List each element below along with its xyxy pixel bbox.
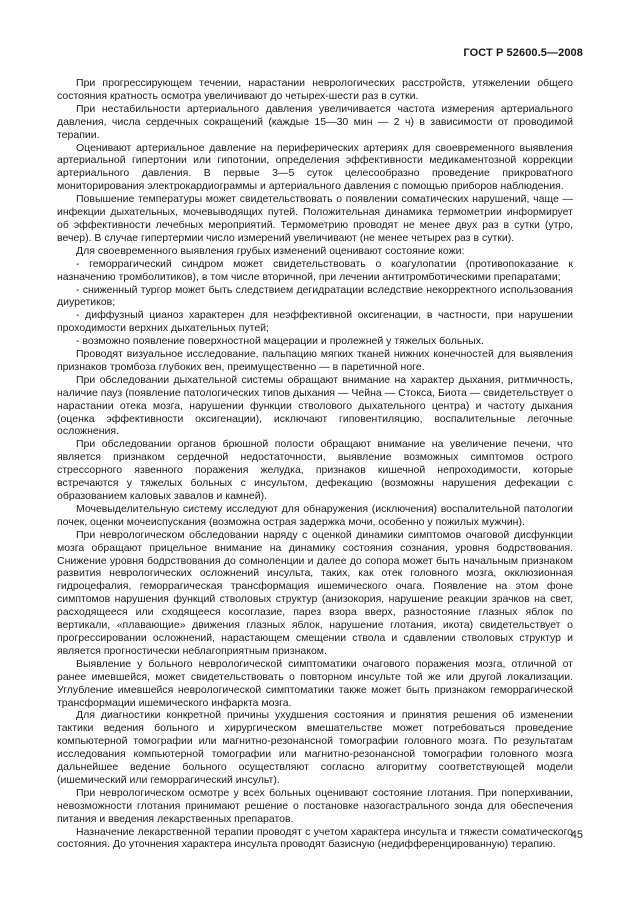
- page-number: 45: [570, 829, 583, 841]
- paragraph: Оценивают артериальное давление на периферических артериях для своевременного выявления артериальной гипертонии или гипотонии, определения эффективности медикаментозной коррекции артериального давления. В первые 3—5 суток целесообразно проведение прикроватного мониторирования электрокардиограммы и артериального давления с помощью приборов наблюдения.: [57, 141, 573, 193]
- paragraph: При прогрессирующем течении, нарастании неврологических расстройств, утяжелении общего состояния кратность осмотра увеличивают до четырех-шести раз в сутки.: [57, 77, 573, 102]
- paragraph: Назначение лекарственной терапии проводят с учетом характера инсульта и тяжести соматического состояния. До уточнения характера инсульта проводят базисную (недифференцированную) терапию.: [57, 825, 573, 851]
- list-item: - сниженный тургор может быть следствием дегидратации вследствие некорректного использования диуретиков;: [57, 283, 573, 309]
- standard-header: ГОСТ Р 52600.5—2008: [463, 47, 583, 59]
- paragraph: При нестабильности артериального давления увеличивается частота измерения артериального давления, числа сердечных сокращений (каждые 15—30 мин — 2 ч) в зависимости от проводимой терапии.: [57, 102, 573, 141]
- paragraph: Для своевременного выявления грубых изменений оценивают состояние кожи:: [76, 244, 465, 257]
- list-item: - геморрагический синдром может свидетельствовать о коагулопатии (противопоказание к назначению тромболитиков), в том числе вторичной, при лечении антитромботическими препаратами;: [57, 257, 573, 283]
- paragraph: Проводят визуальное исследование, пальпацию мягких тканей нижних конечностей для выявления признаков тромбоза глубоких вен, преимущественно — в паретичной ноге.: [57, 348, 573, 373]
- body-text: [57, 77, 573, 851]
- paragraph: Выявление у больного неврологической симптоматики очагового поражения мозга, отличной от ранее имевшейся, может свидетельствовать о повторном инсульте той же или другой локализации. Углубление имевшейся неврологической симптоматики также может быть признаком геморрагической трансформации ишемического инфаркта мозга.: [57, 657, 573, 709]
- list-item: - диффузный цианоз характерен для неэффективной оксигенации, в частности, при нарушении проходимости верхних дыхательных путей;: [57, 309, 573, 335]
- paragraph: Мочевыделительную систему исследуют для обнаружения (исключения) воспалительной патологии почек, оценки мочеиспускания (возможна острая задержка мочи, особенно у пожилых мужчин).: [57, 502, 573, 528]
- paragraph: Повышение температуры может свидетельствовать о появлении соматических нарушений, чаще — инфекции дыхательных, мочевыводящих путей. Положительная динамика термометрии информирует об эффективности лечебных мероприятий. Термометрию проводят не менее двух раз в сутки (утро, вечер). В случае гипертермии число измерений увеличивают (не менее четырех раз в сутки).: [57, 193, 573, 244]
- paragraph: При неврологическом обследовании наряду с оценкой динамики симптомов очаговой дисфункции мозга обращают прицельное внимание на динамику состояния сознания, уровня бодрствования. Снижение уровня бодрствования до сомноленции и далее до сопора может быть начальным признаком развития неврологических осложнений инсульта, таких, как отек головного мозга, окклюзионная гидроцефалия, геморрагическая трансформация ишемического очага. Появление на этом фоне симптомов нарушения функций стволовых структур (анизокория, нарушение реакции зрачков на свет, расходящееся или сходящееся косоглазие, парез взора вверх, разностояние глазных яблок по вертикали, «плавающие» движения глазных яблок, нарушение глотания, икота) свидетельствует о прогрессировании осложнений, нарастающем смещении ствола и сдавлении стволовых структур и является прогностически неблагоприятным признаком.: [57, 528, 573, 657]
- paragraph: При обследовании дыхательной системы обращают внимание на характер дыхания, ритмичность, наличие пауз (появление патологических типов дыхания — Чейна — Стокса, Биота — свидетельствует о нарастании отека мозга, нарушении функции стволового дыхательного центра) и частоту дыхания (оценка эффективности оксигенации), исключают гиповентиляцию, воспалительные легочные осложнения.: [57, 373, 573, 438]
- paragraph: При неврологическом осмотре у всех больных оценивают состояние глотания. При поперхивании, невозможности глотания принимают решение о постановке назогастрального зонда для обеспечения питания и введения лекарственных препаратов.: [57, 786, 573, 825]
- list-item: - возможно появление поверхностной мацерации и пролежней у тяжелых больных.: [76, 335, 484, 348]
- paragraph: Для диагностики конкретной причины ухудшения состояния и принятия решения об изменении тактики ведения больного и хирургическом вмешательстве может потребоваться проведение компьютерной томографии или магнитно-резонансной томографии головного мозга. По результатам исследования компьютерной томографии или магнитно-резонансной томографии головного мозга дальнейшее ведение больного осуществляют согласно алгоритму соответствующей модели (ишемический или геморрагический инсульт).: [57, 709, 573, 786]
- paragraph: При обследовании органов брюшной полости обращают внимание на увеличение печени, что является признаком сердечной недостаточности, выявление возможных симптомов острого стрессорного язвенного поражения желудка, признаков кишечной непроходимости, которые встречаются у тяжелых больных с инсультом, дефекацию (возможны нарушения дефекации с образованием каловых завалов и камней).: [57, 438, 573, 502]
